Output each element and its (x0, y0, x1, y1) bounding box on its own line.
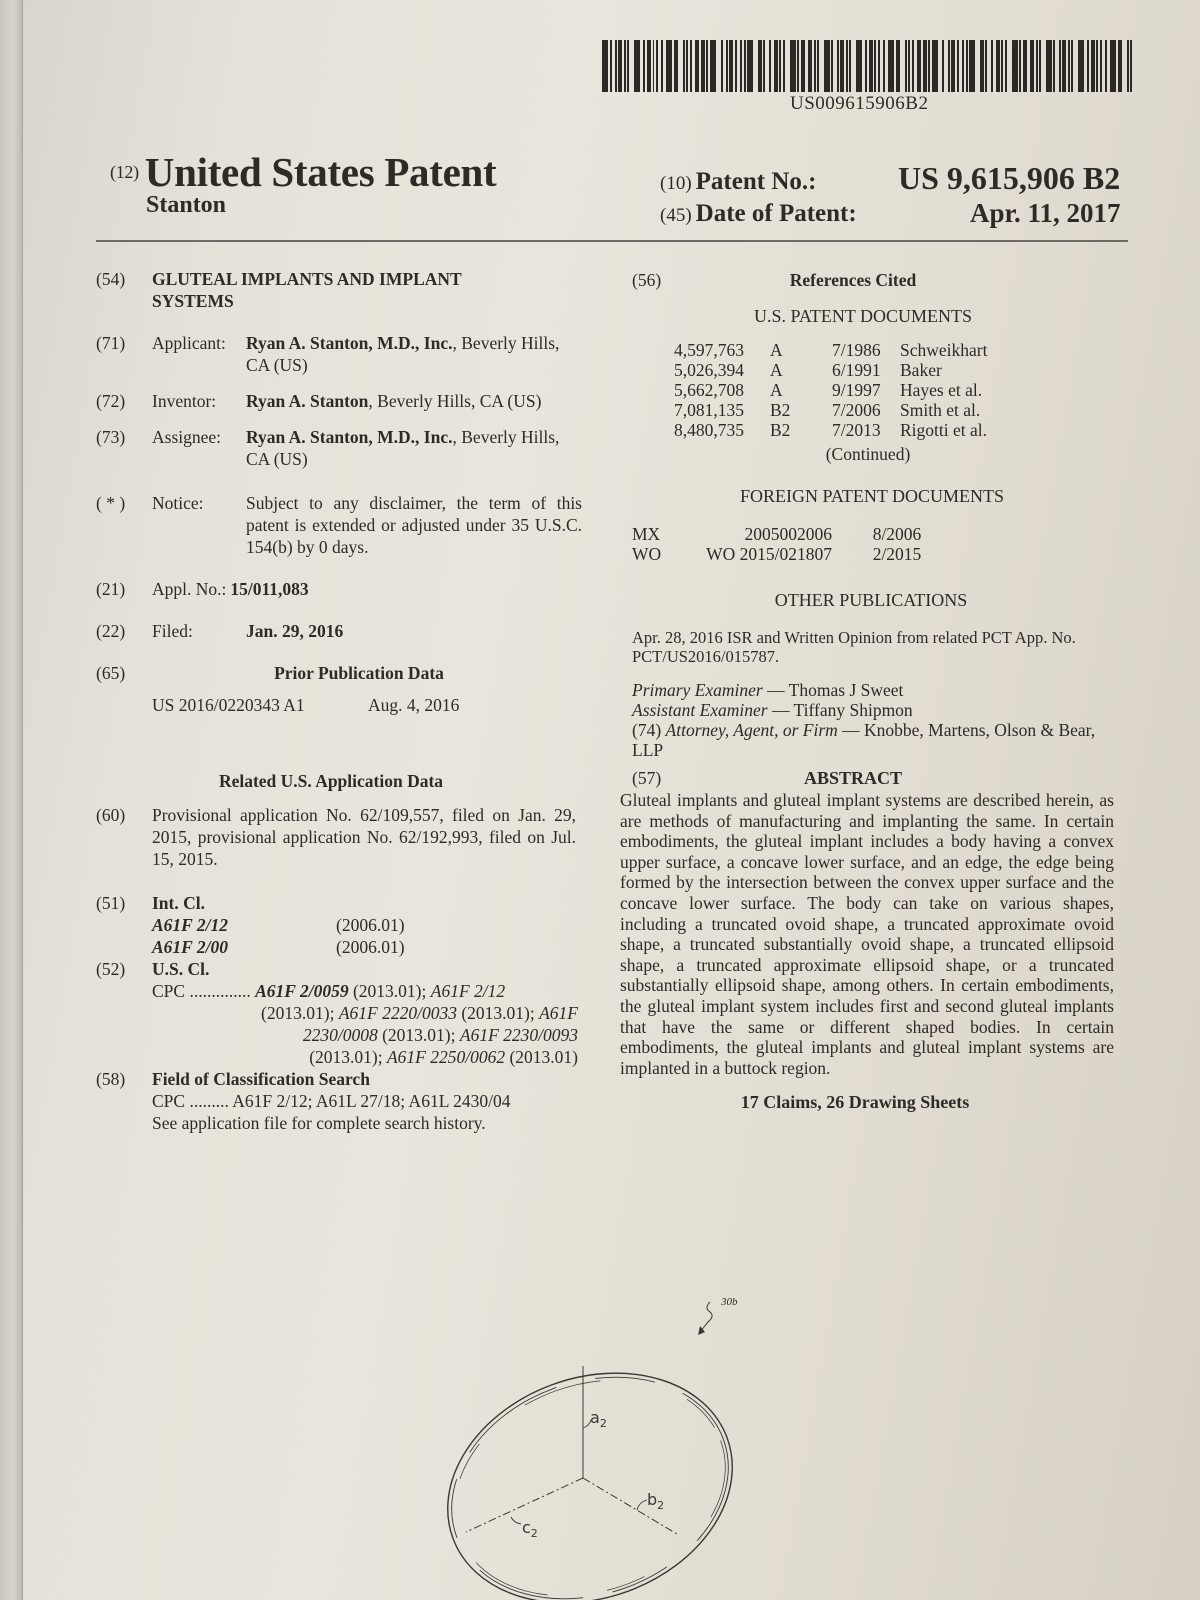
reference-name: Rigotti et al. (900, 420, 988, 440)
barcode-bar (710, 40, 716, 92)
barcode-bar (690, 40, 692, 92)
barcode-bar (883, 40, 885, 92)
us-patent-reference-row (674, 420, 987, 440)
barcode-bar (1012, 40, 1018, 92)
barcode-bar (1078, 40, 1084, 92)
prior-publication-date: Aug. 4, 2016 (368, 695, 460, 715)
barcode-bar (817, 40, 819, 92)
reference-kind: A (770, 360, 783, 380)
application-number: 15/011,083 (230, 579, 309, 599)
inid-code: (73) (96, 427, 126, 447)
barcode-bar (1062, 40, 1066, 92)
document-title (110, 148, 496, 196)
cpc-text: (2013.01) (505, 1047, 578, 1067)
inid-code: ( * ) (96, 493, 126, 513)
attorney-name: — Knobbe, Martens, Olson & Bear, LLP (632, 720, 1096, 760)
inid-code-12: (12) (110, 162, 139, 182)
barcode-bar (666, 40, 672, 92)
barcode-bar (661, 40, 663, 92)
provisional-text: Provisional application No. 62/109,557, filed on Jan. 29, 2015, provisional application No. 62/192,993, filed on Jul. 15, 2015. (152, 805, 576, 869)
barcode-bar (869, 40, 873, 92)
barcode-bar (747, 40, 753, 92)
cpc-class: A61F 2220/0033 (338, 1003, 457, 1023)
reference-date: 9/1997 (832, 380, 881, 400)
barcode-bar (610, 40, 612, 92)
barcode-bar (726, 40, 728, 92)
applicant-location: , Beverly Hills, CA (US) (246, 333, 560, 375)
assignee-location: , Beverly Hills, CA (US) (246, 427, 560, 469)
int-cl-version: (2006.01) (336, 915, 405, 935)
barcode-bar (865, 40, 867, 92)
us-cl-line (152, 1024, 578, 1046)
barcode-bar (917, 40, 921, 92)
primary-examiner-name: — Thomas J Sweet (762, 680, 904, 700)
barcode-bar (790, 40, 796, 92)
inid-code: (21) (96, 579, 126, 599)
reference-date: 7/1986 (832, 340, 881, 360)
barcode-bar (783, 40, 785, 92)
barcode-bar (797, 40, 799, 92)
barcode-bar (618, 40, 622, 92)
bibliographic-column-left (96, 268, 596, 1148)
barcode-bar (1046, 40, 1052, 92)
barcode-bar (908, 40, 910, 92)
barcode-bar (758, 40, 762, 92)
us-patent-documents-table (674, 340, 987, 440)
inid-code-45: (45) (660, 205, 692, 226)
barcode-bar (1053, 40, 1055, 92)
barcode-bar (1005, 40, 1007, 92)
us-patent-reference-row (674, 340, 987, 360)
patent-date: Apr. 11, 2017 (970, 198, 1121, 228)
cpc-class: A61F 2250/0062 (386, 1047, 506, 1067)
field-label: Inventor: (152, 391, 217, 411)
barcode-bar (991, 40, 993, 92)
inid-code: (65) (96, 663, 126, 683)
barcode-bar (624, 40, 626, 92)
us-cl-block (152, 958, 596, 1068)
assignee-value (246, 426, 596, 470)
barcode-bar (932, 40, 938, 92)
cpc-class: A61F 2/12 (430, 981, 506, 1001)
barcode-bar (878, 40, 880, 92)
barcode-bar (740, 40, 742, 92)
invention-title: GLUTEAL IMPLANTS AND IMPLANT SYSTEMS (152, 269, 462, 311)
foreign-patent-reference-row (632, 524, 962, 544)
cpc-text: (2013.01); (261, 1003, 339, 1023)
barcode-bar (706, 40, 708, 92)
field-21-appl-no (96, 578, 596, 600)
reference-date: 7/2006 (832, 400, 881, 420)
reference-number: 5,662,708 (674, 380, 744, 400)
applicant-value (246, 332, 596, 376)
page-edge-shadow (0, 0, 23, 1600)
us-cl-line (152, 980, 578, 1002)
axis-a-label: $a_2$ (590, 1408, 607, 1430)
reference-country: WO (632, 544, 662, 564)
barcode-bar (1118, 40, 1122, 92)
other-publications-heading: OTHER PUBLICATIONS (774, 590, 968, 610)
reference-date: 7/2013 (832, 420, 881, 440)
int-cl-row (152, 914, 596, 936)
abstract-text: Gluteal implants and gluteal implant systems are described herein, as are methods of manufacturing and implanting the same. In certain embodiments, the gluteal implant includes a body having a convex upper surface, a concave lower surface, and an edge, the edge being formed by the intersection between the convex upper surface and the concave lower surface. The body can take on various shapes, including a truncated ovoid shape, a truncated approximate ovoid shape, a truncated substantially ovoid shape, a truncated ellipsoid shape, a truncated approximate ellipsoid shape, or a truncated substantially ellipsoid shape, among others. In certain embodiments, the gluteal implant system includes first and second gluteal implants that have the same or different shaped bodies. In certain embodiments, the gluteal implants and gluteal implant systems are implanted in a buttock region. (620, 790, 1114, 1078)
barcode-bar (856, 40, 862, 92)
int-cl-class: A61F 2/12 (152, 915, 229, 935)
int-cl-block (152, 892, 596, 958)
field-22-filed (96, 620, 596, 642)
barcode-bar (948, 40, 950, 92)
inventor-surname: Stanton (146, 192, 227, 218)
barcode-number: US009615906B2 (790, 93, 929, 114)
barcode-bar (942, 40, 944, 92)
barcode-bar (1001, 40, 1003, 92)
reference-number: WO 2015/021807 (706, 544, 832, 564)
search-cpc-line: CPC ......... A61F 2/12; A61L 27/18; A61L 2430/04 (152, 1091, 511, 1111)
patent-number-label (660, 168, 816, 196)
barcode-bar (846, 40, 848, 92)
inid-code: (72) (96, 391, 126, 411)
inid-code: (60) (96, 805, 126, 825)
barcode-bar (1019, 40, 1021, 92)
field-73-assignee (96, 426, 596, 470)
barcode-bar (969, 40, 975, 92)
inid-code: (56) (632, 270, 662, 290)
barcode-bar (849, 40, 851, 92)
field-label: Filed: (152, 621, 193, 641)
inid-code: (54) (96, 269, 126, 289)
barcode-bar (837, 40, 839, 92)
header-divider (96, 240, 1128, 242)
search-note: See application file for complete search history. (152, 1113, 486, 1133)
barcode-bar (721, 40, 723, 92)
barcode-bar (1091, 40, 1095, 92)
int-cl-class: A61F 2/00 (152, 937, 229, 957)
barcode-bar (602, 40, 608, 92)
barcode-bar (1127, 40, 1129, 92)
barcode-bar (912, 40, 914, 92)
assignee-name: Ryan A. Stanton, M.D., Inc. (246, 427, 453, 447)
barcode-bar (1036, 40, 1038, 92)
barcode-bar (801, 40, 805, 92)
us-cl-line (152, 1002, 578, 1024)
barcode-bar (656, 40, 658, 92)
reference-kind: A (770, 340, 783, 360)
cpc-text: (2013.01); (377, 1025, 460, 1045)
prior-publication-row (152, 694, 596, 716)
field-54-title (96, 268, 596, 312)
inid-code: (57) (632, 768, 662, 788)
us-patent-reference-row (674, 360, 987, 380)
field-65-prior-pub (96, 662, 596, 684)
us-patent-reference-row (674, 380, 987, 400)
barcode-bar (627, 40, 629, 92)
barcode-bar (774, 40, 778, 92)
patent-number: US 9,615,906 B2 (898, 160, 1121, 196)
field-58-search (96, 1068, 596, 1134)
field-51-int-cl (96, 892, 596, 958)
us-cl-heading: U.S. Cl. (152, 959, 210, 979)
foreign-patent-reference-row (632, 544, 962, 564)
inid-code: (52) (96, 959, 126, 979)
search-block (152, 1068, 596, 1134)
barcode-bar (683, 40, 685, 92)
barcode-bar (1096, 40, 1098, 92)
inid-code: (58) (96, 1069, 126, 1089)
barcode-bar (653, 40, 655, 92)
int-cl-row (152, 936, 596, 958)
barcode-bar (1105, 40, 1107, 92)
reference-date: 6/1991 (832, 360, 881, 380)
continued-note: (Continued) (825, 444, 911, 464)
barcode-bar (951, 40, 955, 92)
axis-b-label: $b_2$ (647, 1490, 665, 1512)
reference-name: Schweikhart (900, 340, 988, 360)
field-label: Appl. No.: (152, 579, 227, 599)
barcode-bar (928, 40, 930, 92)
claims-summary: 17 Claims, 26 Drawing Sheets (740, 1092, 970, 1113)
barcode-bar (905, 40, 907, 92)
reference-kind: A (770, 380, 783, 400)
barcode-bar (643, 40, 645, 92)
us-cl-line (152, 1046, 578, 1068)
reference-name: Hayes et al. (900, 380, 983, 400)
barcode-bar (701, 40, 705, 92)
barcode-bar (923, 40, 927, 92)
date-label-text: Date of Patent: (695, 200, 857, 227)
inid-code-74: (74) (632, 720, 666, 740)
field-52-us-cl (96, 958, 596, 1068)
barcode-bar (674, 40, 678, 92)
inid-code: (22) (96, 621, 126, 641)
assistant-examiner-name: — Tiffany Shipmon (767, 700, 913, 720)
reference-name: Baker (900, 360, 942, 380)
cpc-primary-class: A61F 2/0059 (255, 981, 349, 1001)
barcode-bar (1071, 40, 1073, 92)
barcode-bar (729, 40, 733, 92)
cpc-class: A61F 2230/0093 (459, 1025, 578, 1045)
notice-text: Subject to any disclaimer, the term of this patent is extended or adjusted under 35 U.S.C. 154(b) by 0 days. (246, 493, 582, 557)
barcode (602, 40, 1134, 92)
int-cl-heading: Int. Cl. (152, 893, 205, 913)
attorney-agent-firm (632, 720, 1114, 760)
barcode-bar (962, 40, 964, 92)
inid-code: (51) (96, 893, 126, 913)
applicant-name: Ryan A. Stanton, M.D., Inc. (246, 333, 453, 353)
barcode-bar (1130, 40, 1132, 92)
inid-code-10: (10) (660, 173, 692, 194)
barcode-bar (735, 40, 737, 92)
inventor-value (246, 390, 596, 412)
cpc-label: CPC .............. (152, 981, 251, 1001)
barcode-bar (888, 40, 894, 92)
barcode-bar (1023, 40, 1027, 92)
barcode-bar (615, 40, 617, 92)
patent-date-label (660, 200, 857, 228)
assistant-examiner-label: Assistant Examiner (632, 700, 768, 720)
us-patent-documents-heading: U.S. PATENT DOCUMENTS (753, 306, 973, 326)
field-label: Applicant: (152, 333, 226, 353)
barcode-bar (814, 40, 816, 92)
field-57-abstract (632, 768, 1114, 788)
int-cl-version: (2006.01) (336, 937, 405, 957)
cpc-class: A61F (539, 1003, 578, 1023)
figure-reference-label: 30b (721, 1296, 738, 1308)
field-56-references (632, 270, 1114, 290)
reference-date: 2/2015 (872, 544, 922, 564)
inventor-location: , Beverly Hills, CA (US) (368, 391, 542, 411)
barcode-bar (985, 40, 987, 92)
reference-number: 2005002006 (744, 524, 832, 544)
foreign-patent-documents-table (632, 524, 962, 564)
field-72-inventor (96, 390, 596, 412)
barcode-bar (980, 40, 984, 92)
field-60-provisional (96, 804, 596, 870)
field-71-applicant (96, 332, 596, 376)
barcode-bar (957, 40, 959, 92)
field-label: Assignee: (152, 427, 222, 447)
reference-date: 8/2006 (872, 524, 922, 544)
reference-name: Smith et al. (900, 400, 981, 420)
patent-type-title: United States Patent (144, 149, 497, 195)
reference-number: 8,480,735 (674, 420, 744, 440)
barcode-bar (831, 40, 833, 92)
patent-no-label-text: Patent No.: (695, 168, 817, 195)
field-label: Notice: (152, 493, 204, 513)
barcode-bar (744, 40, 746, 92)
implant-ellipsoid-drawing (440, 1290, 800, 1600)
barcode-bar (808, 40, 812, 92)
barcode-bar (1110, 40, 1116, 92)
cpc-text: (2013.01); (348, 981, 431, 1001)
reference-number: 5,026,394 (674, 360, 744, 380)
barcode-bar (896, 40, 900, 92)
reference-kind: B2 (770, 420, 791, 440)
barcode-bar (763, 40, 765, 92)
inventor-name: Ryan A. Stanton (246, 391, 369, 411)
barcode-bar (686, 40, 688, 92)
us-patent-reference-row (674, 400, 987, 420)
prior-publication-heading: Prior Publication Data (274, 663, 444, 683)
other-publication-entry: Apr. 28, 2016 ISR and Written Opinion from related PCT App. No. PCT/US2016/015787. (632, 628, 1076, 666)
cpc-text: (2013.01); (456, 1003, 540, 1023)
barcode-bar (840, 40, 844, 92)
barcode-bar (647, 40, 651, 92)
field-notice (96, 492, 596, 558)
barcode-bar (996, 40, 1000, 92)
barcode-bar (1068, 40, 1070, 92)
barcode-bar (695, 40, 699, 92)
filing-date: Jan. 29, 2016 (246, 621, 344, 641)
barcode-bar (824, 40, 830, 92)
barcode-bar (1039, 40, 1041, 92)
prior-publication-number: US 2016/0220343 A1 (152, 695, 305, 715)
abstract-heading: ABSTRACT (803, 768, 903, 788)
primary-examiner-label: Primary Examiner (632, 680, 763, 700)
bibliographic-column-right (620, 270, 1114, 1113)
axis-c-label: $c_2$ (522, 1518, 538, 1540)
barcode-bar (966, 40, 968, 92)
related-application-heading: Related U.S. Application Data (218, 771, 444, 791)
barcode-bar (1059, 40, 1061, 92)
cpc-class: 2230/0008 (302, 1025, 378, 1045)
barcode-bar (874, 40, 876, 92)
barcode-bar (1030, 40, 1034, 92)
barcode-bar (769, 40, 771, 92)
reference-number: 7,081,135 (674, 400, 744, 420)
foreign-patent-documents-heading: FOREIGN PATENT DOCUMENTS (739, 486, 1005, 506)
reference-kind: B2 (770, 400, 791, 420)
barcode-bar (634, 40, 640, 92)
barcode-bar (1100, 40, 1102, 92)
reference-number: 4,597,763 (674, 340, 744, 360)
inid-code: (71) (96, 333, 126, 353)
assistant-examiner (632, 700, 1114, 720)
references-heading: References Cited (789, 270, 917, 290)
reference-country: MX (632, 524, 661, 544)
cpc-text: (2013.01); (309, 1047, 387, 1067)
barcode-bar (1087, 40, 1089, 92)
barcode-bar (779, 40, 781, 92)
primary-examiner (632, 680, 1114, 700)
search-heading: Field of Classification Search (152, 1069, 370, 1089)
attorney-label: Attorney, Agent, or Firm (665, 720, 838, 740)
